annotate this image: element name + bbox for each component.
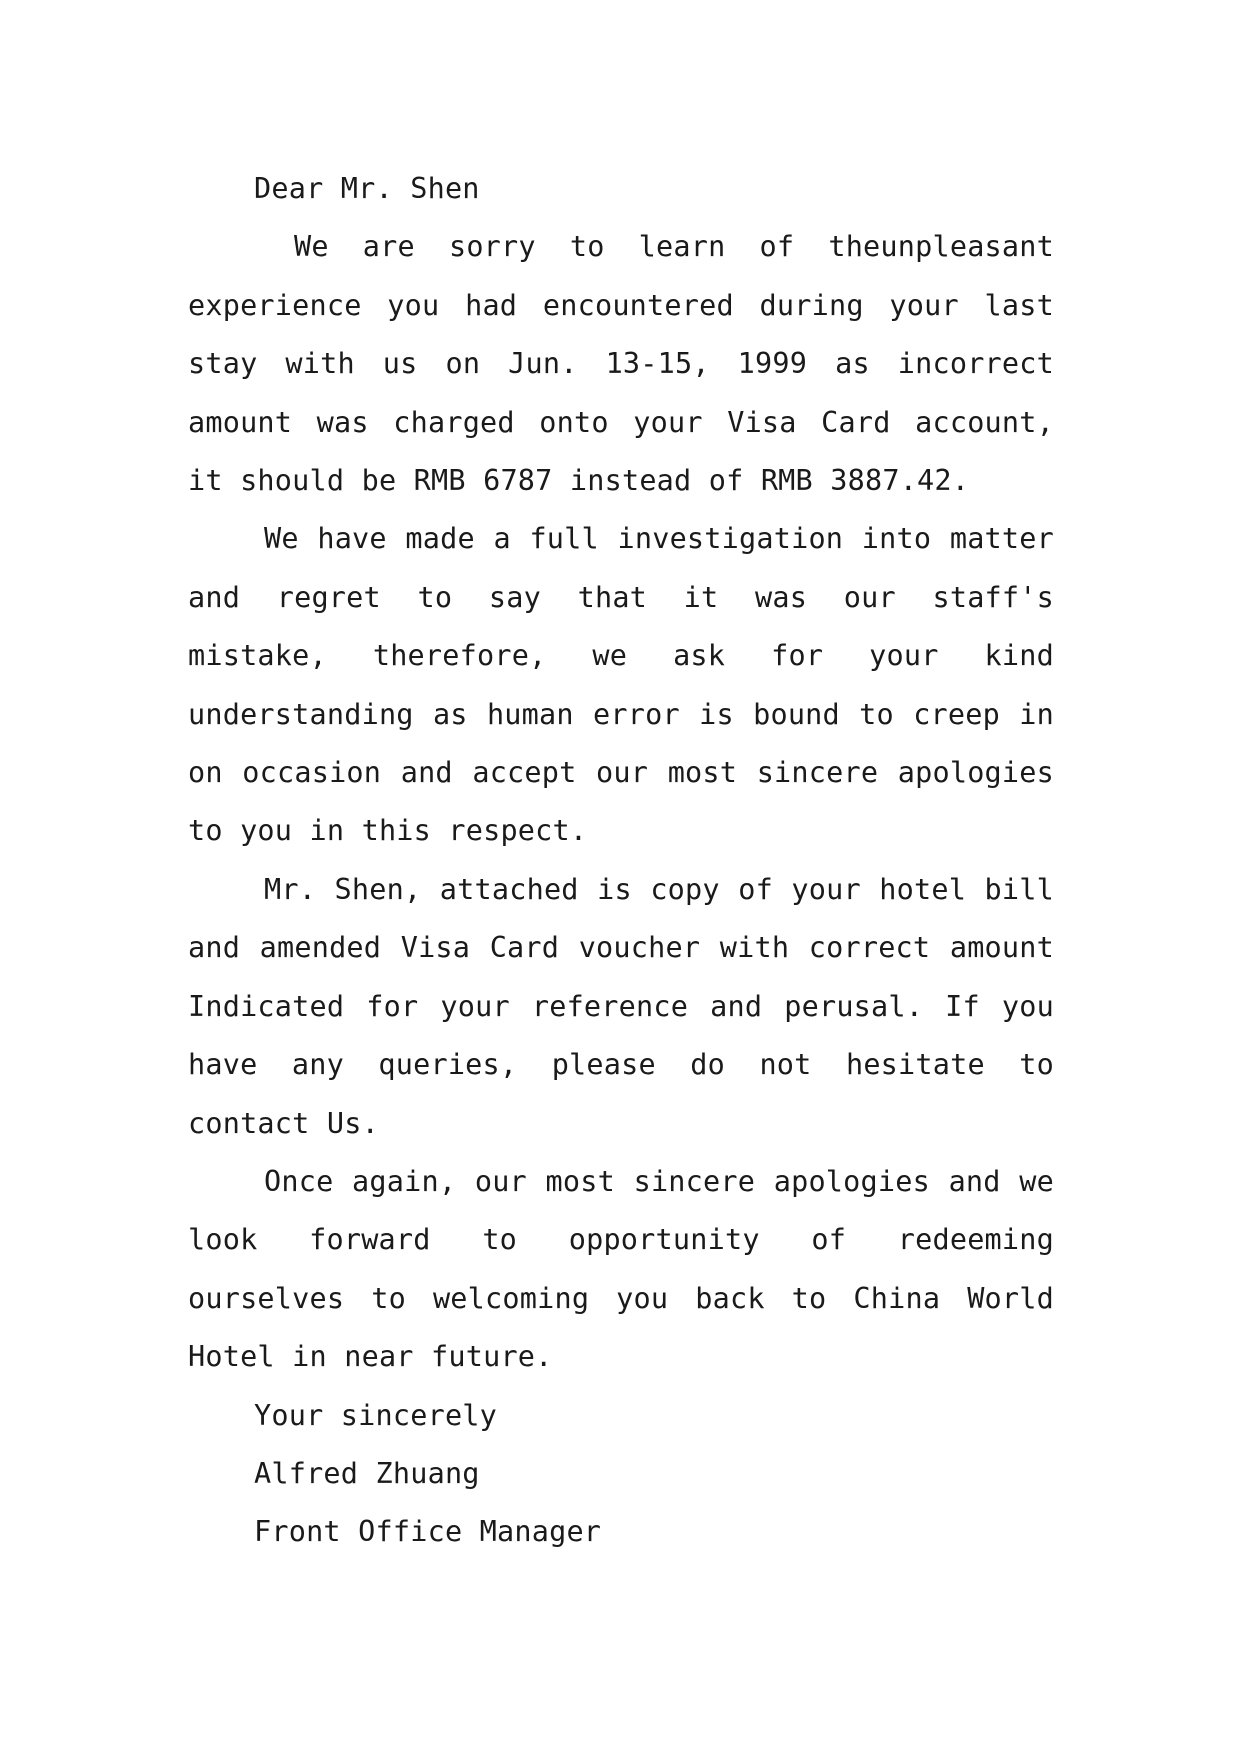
paragraph-3: Mr. Shen, attached is copy of your hotel bill and amended Visa Card voucher with correct amount Indicated for your reference and perusal. If you have any queries, please do not hesitate to contact Us. [188,872,1054,1140]
salutation: Dear Mr. Shen [254,172,480,205]
closing: Your sincerely [254,1398,498,1432]
paragraph-4: Once again, our most sincere apologies and we look forward to opportunity of redeeming ourselves to welcoming you back to China World Hotel in near future. [188,1164,1054,1374]
letter-body [188,160,1054,1562]
paragraph-1: We are sorry to learn of theunpleasant experience you had encountered during your last stay with us on Jun. 13-15, 1999 as incorrect amount was charged onto your Visa Card account, it should be RMB 6787 instead of RMB 3887.42. [188,230,1054,498]
signer-name: Alfred Zhuang [254,1456,480,1490]
signer-title: Front Office Manager [254,1515,602,1549]
paragraph-2: We have made a full investigation into matter and regret to say that it was our staff's mistake, therefore, we ask for your kind understanding as human error is bound to creep in on occasion and accept our most sincere apologies to you in this respect. [188,522,1054,848]
